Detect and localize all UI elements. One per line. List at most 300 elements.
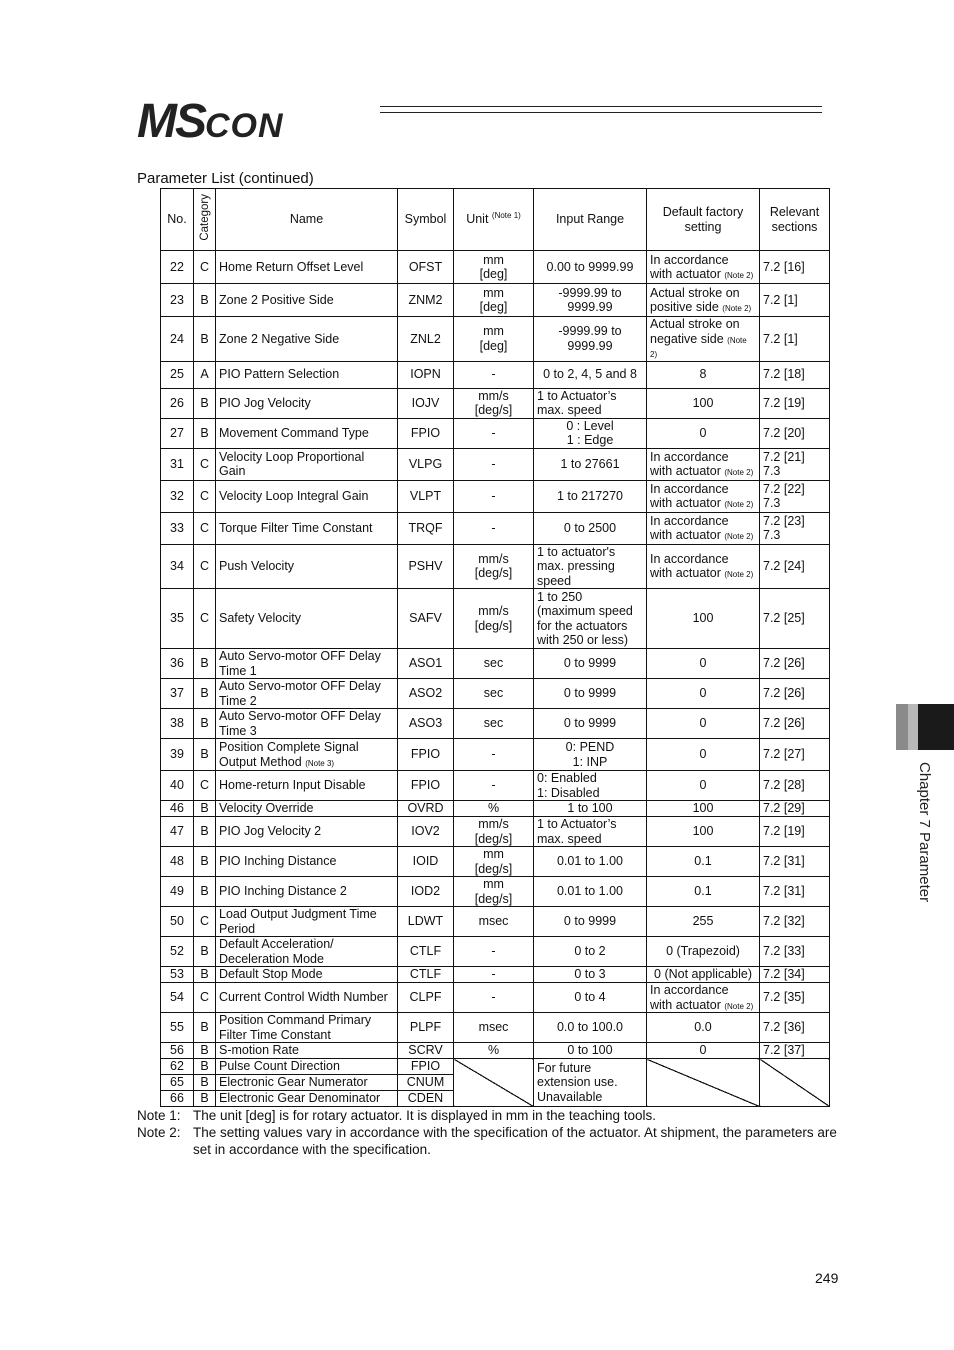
param-default-cell: [647, 480, 760, 512]
param-symbol: CDEN: [398, 1091, 454, 1107]
table-row: [161, 937, 830, 967]
param-default-cell: [647, 739, 760, 771]
param-unit: mm/s [deg/s]: [454, 388, 534, 418]
param-default: 0: [699, 656, 707, 671]
param-symbol: IOJV: [398, 388, 454, 418]
param-category: B: [194, 284, 216, 317]
param-relevant: 7.2 [26]: [760, 709, 830, 739]
param-name: Home Return Offset Level: [219, 259, 364, 274]
header-unit: [454, 189, 534, 251]
param-unit: -: [454, 448, 534, 480]
param-default: 0: [699, 686, 707, 701]
param-no: 34: [161, 544, 194, 589]
param-name-cell: [216, 967, 398, 983]
param-default-cell: [647, 1013, 760, 1043]
param-relevant: 7.2 [20]: [760, 418, 830, 448]
param-no: 27: [161, 418, 194, 448]
param-category: C: [194, 448, 216, 480]
param-category: C: [194, 907, 216, 937]
param-no: 54: [161, 983, 194, 1013]
table-row: [161, 1059, 830, 1075]
param-no: 26: [161, 388, 194, 418]
param-symbol: LDWT: [398, 907, 454, 937]
param-unit: -: [454, 967, 534, 983]
param-category: B: [194, 739, 216, 771]
param-input-range: 1 to Actuator’s max. speed: [534, 817, 647, 847]
param-symbol: IOID: [398, 847, 454, 877]
param-name-cell: [216, 817, 398, 847]
param-default: Actual stroke on negative side: [650, 317, 740, 346]
param-name: Safety Velocity: [219, 611, 301, 626]
param-name-cell: [216, 709, 398, 739]
section-title: Parameter List (continued): [137, 170, 314, 187]
param-relevant: 7.2 [35]: [760, 983, 830, 1013]
param-name: Velocity Loop Proportional Gain: [219, 449, 365, 478]
param-relevant: 7.2 [36]: [760, 1013, 830, 1043]
param-symbol: FPIO: [398, 771, 454, 801]
param-name-cell: [216, 847, 398, 877]
param-name-cell: [216, 679, 398, 709]
param-name: Current Control Width Number: [219, 990, 388, 1005]
param-default-note: (Note 2): [724, 468, 754, 477]
param-input-range: 0.01 to 1.00: [534, 877, 647, 907]
param-default: In accordance with actuator: [650, 983, 729, 1012]
param-no: 38: [161, 709, 194, 739]
param-relevant: 7.2 [31]: [760, 847, 830, 877]
param-symbol: OFST: [398, 251, 454, 284]
param-default: In accordance with actuator: [650, 513, 729, 542]
param-relevant: 7.2 [28]: [760, 771, 830, 801]
param-unit: %: [454, 801, 534, 817]
param-name: Zone 2 Positive Side: [219, 292, 334, 307]
table-row: [161, 589, 830, 649]
table-row: [161, 418, 830, 448]
param-name-cell: [216, 480, 398, 512]
param-category: B: [194, 847, 216, 877]
param-default-cell: [647, 907, 760, 937]
param-name-cell: [216, 983, 398, 1013]
param-category: B: [194, 937, 216, 967]
param-input-range: 0: Enabled 1: Disabled: [534, 771, 647, 801]
param-input-range: 0 : Level 1 : Edge: [534, 418, 647, 448]
param-symbol: SAFV: [398, 589, 454, 649]
note-1: [137, 1107, 837, 1124]
param-name: Default Acceleration/ Deceleration Mode: [219, 937, 334, 966]
header-rule-top: [380, 106, 822, 107]
header-input-range: Input Range: [534, 189, 647, 251]
param-default-cell: [647, 983, 760, 1013]
note-1-text: The unit [deg] is for rotary actuator. It is displayed in mm in the teaching tools.: [193, 1108, 656, 1123]
param-no: 33: [161, 512, 194, 544]
param-default: 0 (Not applicable): [654, 967, 752, 982]
param-relevant: 7.2 [1]: [760, 317, 830, 362]
table-row: [161, 967, 830, 983]
param-unit: -: [454, 512, 534, 544]
param-name-cell: [216, 801, 398, 817]
param-no: 24: [161, 317, 194, 362]
param-input-range: 1 to 250 (maximum speed for the actuators with 250 or less): [534, 589, 647, 649]
param-no: 65: [161, 1075, 194, 1091]
param-symbol: FPIO: [398, 739, 454, 771]
param-default: 0: [699, 1043, 707, 1058]
param-no: 40: [161, 771, 194, 801]
param-symbol: VLPT: [398, 480, 454, 512]
param-symbol: FPIO: [398, 418, 454, 448]
param-default-cell: [647, 284, 760, 317]
unit-not-applicable: [454, 1059, 534, 1107]
table-row: [161, 877, 830, 907]
param-category: C: [194, 251, 216, 284]
param-symbol: IOPN: [398, 361, 454, 388]
param-name-cell: [216, 877, 398, 907]
param-no: 47: [161, 817, 194, 847]
param-name-cell: [216, 1043, 398, 1059]
param-name-cell: [216, 771, 398, 801]
param-symbol: OVRD: [398, 801, 454, 817]
param-symbol: TRQF: [398, 512, 454, 544]
param-name: S-motion Rate: [219, 1043, 299, 1058]
param-no: 55: [161, 1013, 194, 1043]
param-unit: mm [deg/s]: [454, 847, 534, 877]
param-default-cell: [647, 679, 760, 709]
param-default: In accordance with actuator: [650, 449, 729, 478]
param-relevant: 7.2 [26]: [760, 649, 830, 679]
param-symbol: SCRV: [398, 1043, 454, 1059]
table-row: [161, 388, 830, 418]
param-default: 8: [699, 367, 707, 382]
param-no: 50: [161, 907, 194, 937]
param-default-note: (Note 2): [724, 570, 754, 580]
param-unit: mm [deg]: [454, 284, 534, 317]
param-name: Velocity Override: [219, 801, 314, 816]
table-row: [161, 448, 830, 480]
relevant-not-applicable: [760, 1059, 830, 1107]
param-no: 36: [161, 649, 194, 679]
param-unit: mm/s [deg/s]: [454, 817, 534, 847]
param-input-range: -9999.99 to 9999.99: [534, 317, 647, 362]
header-name: Name: [216, 189, 398, 251]
param-default-cell: [647, 544, 760, 589]
param-symbol: FPIO: [398, 1059, 454, 1075]
param-unit: %: [454, 1043, 534, 1059]
param-name: PIO Jog Velocity: [219, 395, 311, 410]
param-input-range: 0 to 3: [534, 967, 647, 983]
param-no: 39: [161, 739, 194, 771]
header-unit-note: (Note 1): [491, 211, 521, 221]
param-default-cell: [647, 317, 760, 362]
header-symbol: Symbol: [398, 189, 454, 251]
param-relevant: 7.2 [23] 7.3: [760, 512, 830, 544]
param-category: B: [194, 1075, 216, 1091]
param-category: C: [194, 512, 216, 544]
table-row: [161, 512, 830, 544]
param-no: 49: [161, 877, 194, 907]
param-category: B: [194, 679, 216, 709]
param-category: B: [194, 649, 216, 679]
table-row: [161, 251, 830, 284]
param-category: B: [194, 1013, 216, 1043]
param-input-range: 1 to 217270: [534, 480, 647, 512]
param-relevant: 7.2 [21] 7.3: [760, 448, 830, 480]
param-name-cell: [216, 284, 398, 317]
param-category: B: [194, 801, 216, 817]
param-unit: msec: [454, 1013, 534, 1043]
param-relevant: 7.2 [31]: [760, 877, 830, 907]
param-symbol: ASO3: [398, 709, 454, 739]
param-unit: mm/s [deg/s]: [454, 589, 534, 649]
param-default: 100: [692, 611, 714, 626]
param-name: PIO Inching Distance 2: [219, 884, 347, 899]
table-header-row: [161, 189, 830, 251]
param-no: 22: [161, 251, 194, 284]
table-row: [161, 983, 830, 1013]
param-no: 52: [161, 937, 194, 967]
param-symbol: ZNL2: [398, 317, 454, 362]
param-category: B: [194, 1043, 216, 1059]
param-relevant: 7.2 [16]: [760, 251, 830, 284]
param-default: In accordance with actuator: [650, 252, 729, 281]
param-name-cell: [216, 937, 398, 967]
param-symbol: PSHV: [398, 544, 454, 589]
param-name: Electronic Gear Numerator: [216, 1075, 398, 1091]
param-default-note: (Note 2): [722, 304, 752, 313]
param-name: PIO Pattern Selection: [219, 367, 340, 382]
param-input-range: 0 to 9999: [534, 907, 647, 937]
param-symbol: PLPF: [398, 1013, 454, 1043]
param-default-cell: [647, 388, 760, 418]
param-relevant: 7.2 [33]: [760, 937, 830, 967]
param-input-range: 0 to 9999: [534, 679, 647, 709]
param-default: 0: [699, 778, 707, 793]
param-category: B: [194, 709, 216, 739]
table-row: [161, 817, 830, 847]
param-default-note: (Note 2): [724, 532, 754, 541]
param-unit: -: [454, 937, 534, 967]
param-default-cell: [647, 847, 760, 877]
param-name: Auto Servo-motor OFF Delay Time 3: [219, 709, 381, 738]
param-no: 32: [161, 480, 194, 512]
param-default-cell: [647, 512, 760, 544]
param-no: 31: [161, 448, 194, 480]
param-no: 23: [161, 284, 194, 317]
param-unit: sec: [454, 709, 534, 739]
param-category: B: [194, 817, 216, 847]
logo-main: MS: [137, 95, 205, 148]
param-symbol: CTLF: [398, 937, 454, 967]
table-row: [161, 361, 830, 388]
table-row: [161, 649, 830, 679]
param-input-range: 0 to 2: [534, 937, 647, 967]
param-name-cell: [216, 251, 398, 284]
param-unit: sec: [454, 679, 534, 709]
param-category: B: [194, 877, 216, 907]
param-name-cell: [216, 907, 398, 937]
param-category: C: [194, 544, 216, 589]
header-relevant: Relevant sections: [760, 189, 830, 251]
param-category: B: [194, 1059, 216, 1075]
param-default: 255: [692, 914, 714, 929]
param-category: C: [194, 589, 216, 649]
param-input-range: 0 to 4: [534, 983, 647, 1013]
param-default-cell: [647, 361, 760, 388]
param-default-cell: [647, 817, 760, 847]
param-category: B: [194, 1091, 216, 1107]
param-symbol: ZNM2: [398, 284, 454, 317]
table-row: [161, 679, 830, 709]
parameter-table-body: [161, 251, 830, 1107]
page-number: 249: [815, 1270, 839, 1286]
param-category: C: [194, 480, 216, 512]
param-name: Default Stop Mode: [219, 967, 323, 982]
param-symbol: IOD2: [398, 877, 454, 907]
param-default-cell: [647, 418, 760, 448]
table-row: [161, 1013, 830, 1043]
param-unit: mm [deg/s]: [454, 877, 534, 907]
param-relevant: 7.2 [18]: [760, 361, 830, 388]
param-default-cell: [647, 877, 760, 907]
param-name: Torque Filter Time Constant: [219, 520, 373, 535]
param-symbol: IOV2: [398, 817, 454, 847]
param-relevant: 7.2 [29]: [760, 801, 830, 817]
param-default-cell: [647, 967, 760, 983]
param-name: Position Complete Signal Output Method: [219, 740, 359, 769]
param-default-note: (Note 2): [724, 1001, 754, 1011]
param-category: B: [194, 388, 216, 418]
param-category: B: [194, 317, 216, 362]
param-category: C: [194, 983, 216, 1013]
param-input-range: 1 to actuator's max. pressing speed: [534, 544, 647, 589]
param-default-cell: [647, 251, 760, 284]
param-name-cell: [216, 317, 398, 362]
param-input-range: 0.00 to 9999.99: [534, 251, 647, 284]
param-input-range: 1 to 27661: [534, 448, 647, 480]
param-input-range: 0 to 2500: [534, 512, 647, 544]
param-unit: msec: [454, 907, 534, 937]
param-unit: -: [454, 739, 534, 771]
param-default: 0.1: [694, 884, 712, 899]
param-default: 0.1: [694, 854, 712, 869]
param-category: C: [194, 771, 216, 801]
param-input-range: 0.01 to 1.00: [534, 847, 647, 877]
param-name: Load Output Judgment Time Period: [219, 907, 377, 936]
param-relevant: 7.2 [26]: [760, 679, 830, 709]
param-name: PIO Jog Velocity 2: [219, 824, 322, 839]
param-name-cell: [216, 388, 398, 418]
param-name: Pulse Count Direction: [216, 1059, 398, 1075]
note-1-label: Note 1:: [137, 1108, 181, 1123]
param-relevant: 7.2 [22] 7.3: [760, 480, 830, 512]
param-name: Movement Command Type: [219, 425, 369, 440]
param-input-range: 1 to 100: [534, 801, 647, 817]
header-category-label: Category: [198, 194, 211, 242]
param-default-cell: [647, 649, 760, 679]
param-default: In accordance with actuator: [650, 551, 729, 581]
param-name: Home-return Input Disable: [219, 778, 366, 793]
param-default-note: (Note 2): [724, 500, 754, 509]
param-no: 25: [161, 361, 194, 388]
param-no: 46: [161, 801, 194, 817]
param-input-range: 0 to 2, 4, 5 and 8: [534, 361, 647, 388]
header-default: Default factory setting: [647, 189, 760, 251]
param-input-range: -9999.99 to 9999.99: [534, 284, 647, 317]
table-row: [161, 317, 830, 362]
param-name-cell: [216, 418, 398, 448]
param-symbol: ASO1: [398, 649, 454, 679]
param-name-cell: [216, 1013, 398, 1043]
param-unit: sec: [454, 649, 534, 679]
param-symbol: CLPF: [398, 983, 454, 1013]
param-name: Zone 2 Negative Side: [219, 331, 340, 346]
header-unit-label: Unit: [466, 212, 489, 227]
param-no: 62: [161, 1059, 194, 1075]
param-name: Auto Servo-motor OFF Delay Time 2: [219, 679, 381, 708]
table-row: [161, 544, 830, 589]
param-name-cell: [216, 361, 398, 388]
param-name-cell: [216, 649, 398, 679]
param-default: 0: [699, 716, 707, 731]
param-default-note: (Note 2): [650, 335, 747, 359]
param-default-cell: [647, 937, 760, 967]
param-no: 56: [161, 1043, 194, 1059]
param-no: 37: [161, 679, 194, 709]
param-relevant: 7.2 [32]: [760, 907, 830, 937]
param-no: 48: [161, 847, 194, 877]
param-default: 0.0: [694, 1020, 712, 1035]
param-unit: -: [454, 771, 534, 801]
param-category: B: [194, 967, 216, 983]
param-relevant: 7.2 [27]: [760, 739, 830, 771]
header-rule-bottom: [380, 112, 822, 113]
param-relevant: 7.2 [1]: [760, 284, 830, 317]
param-default-cell: [647, 771, 760, 801]
parameter-table: [160, 188, 830, 1107]
note-2: [137, 1124, 837, 1158]
table-row: [161, 1043, 830, 1059]
param-default-cell: [647, 1043, 760, 1059]
param-name-cell: [216, 544, 398, 589]
param-name-cell: [216, 739, 398, 771]
param-symbol: VLPG: [398, 448, 454, 480]
param-name: Position Command Primary Filter Time Constant: [219, 1013, 372, 1042]
param-input-range: 0 to 9999: [534, 649, 647, 679]
chapter-tab-mid: [908, 704, 918, 750]
param-default-note: (Note 2): [724, 271, 754, 280]
param-input-range: 0 to 9999: [534, 709, 647, 739]
param-relevant: 7.2 [24]: [760, 544, 830, 589]
param-default: Actual stroke on positive side: [650, 285, 740, 314]
param-default: 0: [699, 425, 707, 440]
param-default: 100: [692, 801, 714, 816]
param-input-range: 1 to Actuator’s max. speed: [534, 388, 647, 418]
param-no: 53: [161, 967, 194, 983]
param-default-cell: [647, 448, 760, 480]
table-row: [161, 771, 830, 801]
param-unit: mm [deg]: [454, 251, 534, 284]
mscon-logo: [137, 94, 284, 149]
param-name-cell: [216, 448, 398, 480]
param-default: 0: [699, 747, 707, 762]
param-category: B: [194, 418, 216, 448]
param-default: 100: [692, 395, 714, 410]
param-input-range: 0: PEND 1: INP: [534, 739, 647, 771]
param-name-note: (Note 3): [305, 758, 335, 768]
table-row: [161, 480, 830, 512]
param-unit: mm/s [deg/s]: [454, 544, 534, 589]
chapter-label: Chapter 7 Parameter: [916, 762, 933, 903]
param-name: Auto Servo-motor OFF Delay Time 1: [219, 649, 381, 678]
param-relevant: 7.2 [34]: [760, 967, 830, 983]
param-unit: -: [454, 418, 534, 448]
